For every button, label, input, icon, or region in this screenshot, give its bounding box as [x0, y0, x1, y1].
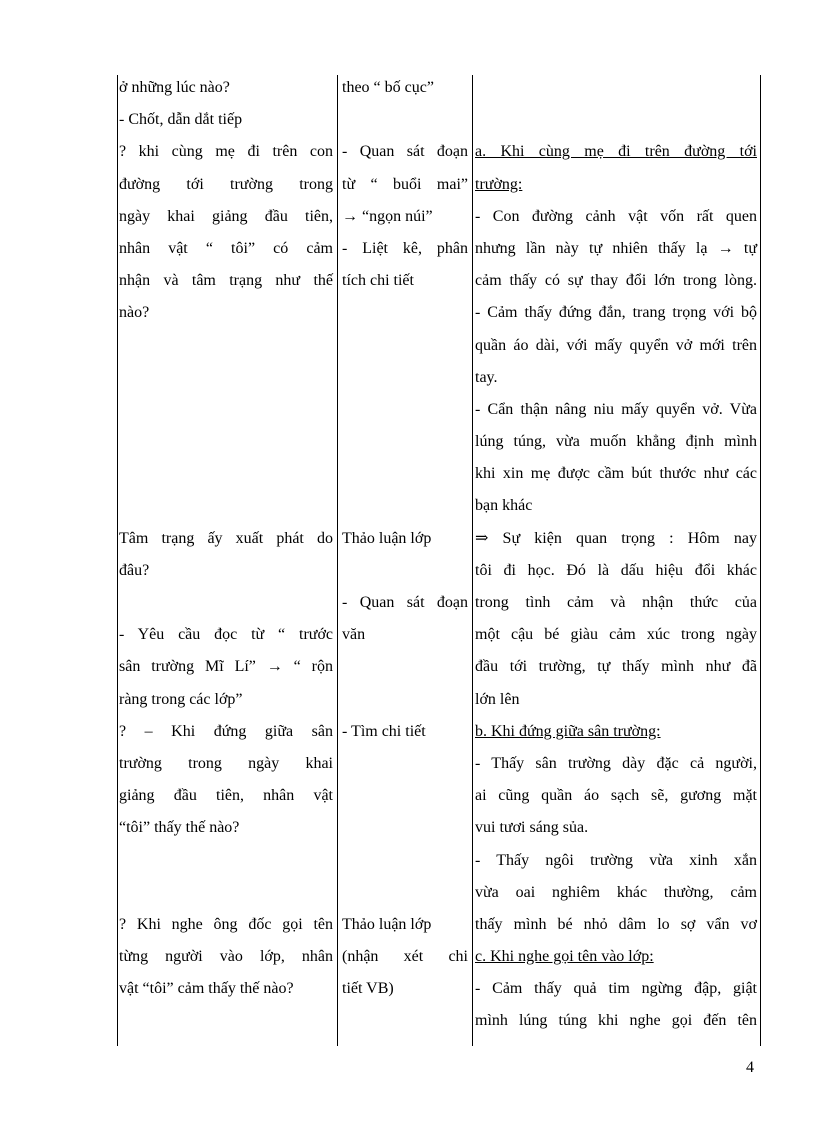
col2-line: - Quan sát đoạn	[342, 594, 468, 611]
col3-line: - Thấy sân trường dày đặc cả người,	[475, 754, 757, 772]
col3-line: đầu tới trường, tự thấy mình như đã	[475, 658, 757, 676]
col1-line: ngày khai giảng đầu tiên,	[119, 207, 333, 225]
col1-line: từng người vào lớp, nhân	[119, 948, 333, 966]
table-divider-2	[472, 75, 473, 1046]
col3-line	[475, 104, 757, 136]
col1-line: - Yêu cầu đọc từ “ trước	[119, 626, 333, 644]
col1-line: giảng đầu tiên, nhân vật	[119, 787, 333, 805]
col3-line: - Cảm thấy đứng đắn, trang trọng với bộ	[475, 304, 757, 322]
col1-line: trường trong ngày khai	[119, 754, 333, 772]
section-heading-b: b. Khi đứng giữa sân trường:	[475, 722, 661, 740]
col3-line: - Cảm thấy quả tim ngừng đập, giật	[475, 980, 757, 998]
col1-line	[119, 877, 333, 909]
col2-line: - Liệt kê, phân	[342, 239, 468, 257]
col2-line	[342, 490, 468, 522]
col3-line: trong tình cảm và nhận thức của	[475, 594, 757, 611]
col3-line: lúng túng, vừa muốn khẳng định mình	[475, 433, 757, 451]
col3-line: - Thấy ngôi trường vừa xinh xắn	[475, 851, 757, 869]
col1-line	[119, 426, 333, 458]
col3-line: tôi đi học. Đó là dấu hiệu đổi khác	[475, 561, 757, 579]
col2-line	[342, 394, 468, 426]
col2-line: Thảo luận lớp	[342, 915, 432, 933]
col1-line: ở những lúc nào?	[119, 79, 230, 96]
col1-line: sân trường Mĩ Lí” → “ rộn	[119, 658, 333, 676]
col2-line	[342, 651, 468, 683]
section-heading-a: a. Khi cùng mẹ đi trên đường tới	[475, 143, 757, 161]
table-border-right	[760, 75, 761, 1046]
conclusion-line: ⇒ Sự kiện quan trọng : Hôm nay	[475, 529, 757, 547]
col1-line	[119, 362, 333, 394]
col2-line	[342, 684, 468, 716]
content-column	[475, 72, 757, 1038]
col1-line	[119, 845, 333, 877]
col2-line: → “ngọn núi”	[342, 207, 433, 225]
col1-line: Tâm trạng ấy xuất phát do	[119, 529, 333, 547]
col2-line: theo “ bố cục”	[342, 79, 434, 96]
col2-line	[342, 877, 468, 909]
col1-line: nào?	[119, 304, 150, 322]
student-activity-column	[342, 72, 468, 1005]
col3-line: - Cẩn thận nâng niu mấy quyển vở. Vừa	[475, 400, 757, 418]
col2-line	[342, 780, 468, 812]
col1-line	[119, 394, 333, 426]
col3-line: vừa oai nghiêm khác thường, cảm	[475, 883, 757, 901]
col3-line: mình lúng túng khi nghe gọi đến tên	[475, 1012, 757, 1030]
col1-line: ràng trong các lớp”	[119, 690, 243, 708]
table-divider-1	[337, 75, 338, 1046]
col2-line	[342, 362, 468, 394]
col2-line: văn	[342, 626, 366, 644]
section-heading-c: c. Khi nghe gọi tên vào lớp:	[475, 948, 654, 966]
col3-line: một cậu bé giàu cảm xúc trong ngày	[475, 626, 757, 644]
col2-line	[342, 458, 468, 490]
col2-line: tiết VB)	[342, 980, 394, 998]
col1-line: đâu?	[119, 561, 150, 579]
col1-line: nhân vật “ tôi” có cảm	[119, 239, 333, 257]
col1-line: - Chốt, dẫn dắt tiếp	[119, 111, 243, 129]
col3-line: thấy mình bé nhỏ dâm lo sợ vẩn vơ	[475, 915, 757, 933]
col3-line: - Con đường cảnh vật vốn rất quen	[475, 207, 757, 225]
col1-line: ? khi cùng mẹ đi trên con	[119, 143, 333, 161]
col2-line: Thảo luận lớp	[342, 529, 432, 547]
col2-line: - Quan sát đoạn	[342, 143, 468, 161]
col1-line	[119, 490, 333, 522]
col3-line: vui tươi sáng sủa.	[475, 819, 589, 837]
col3-line	[475, 72, 757, 104]
col2-line	[342, 330, 468, 362]
col2-line	[342, 426, 468, 458]
col2-line	[342, 748, 468, 780]
col2-line: - Tìm chi tiết	[342, 722, 426, 740]
col2-line: từ “ buổi mai”	[342, 175, 468, 193]
col2-line	[342, 812, 468, 844]
col2-line	[342, 845, 468, 877]
col1-line: đường tới trường trong	[119, 175, 333, 193]
col1-line	[119, 587, 333, 619]
col1-line	[119, 330, 333, 362]
table-border-left	[117, 75, 118, 1046]
col1-line: ? Khi nghe ông đốc gọi tên	[119, 915, 333, 933]
col1-line: nhận và tâm trạng như thế	[119, 272, 333, 290]
col2-line	[342, 297, 468, 329]
col3-line: tay.	[475, 368, 498, 386]
col1-line: “tôi” thấy thế nào?	[119, 819, 240, 837]
col3-line: khi xin mẹ được cầm bút thước như các	[475, 465, 757, 483]
section-heading-a-cont: trường:	[475, 175, 523, 193]
col3-line: quần áo dài, với mấy quyển vở mới trên	[475, 336, 757, 354]
col1-line: vật “tôi” cảm thấy thế nào?	[119, 980, 294, 998]
col3-line: lớn lên	[475, 690, 520, 708]
col3-line: nhưng lần này tự nhiên thấy lạ → tự	[475, 239, 757, 257]
page-number: 4	[746, 1059, 754, 1076]
teacher-activity-column	[119, 72, 333, 1005]
col3-line: ai cũng quần áo sạch sẽ, gương mặt	[475, 787, 757, 805]
col1-line	[119, 458, 333, 490]
col2-line: tích chi tiết	[342, 272, 414, 290]
col2-line	[342, 104, 468, 136]
col2-line: (nhận xét chi	[342, 948, 468, 966]
col2-line	[342, 555, 468, 587]
col1-line: ? – Khi đứng giữa sân	[119, 722, 333, 740]
col3-line: bạn khác	[475, 497, 533, 515]
col3-line: cảm thấy có sự thay đổi lớn trong lòng.	[475, 272, 757, 290]
